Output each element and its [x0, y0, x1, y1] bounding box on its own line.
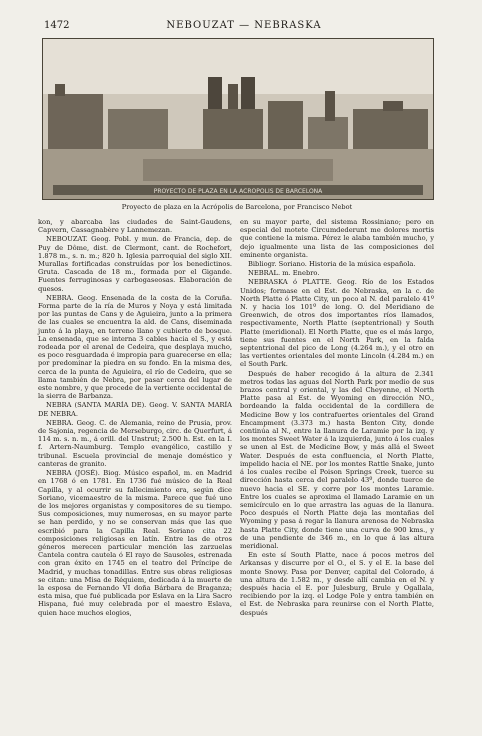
photo-inscription: PROYECTO DE PLAZA EN LA ACROPOLIS DE BARCELONA — [153, 188, 323, 195]
running-title: NEBOUZAT — NEBRASKA — [166, 20, 322, 31]
left-column — [38, 218, 232, 618]
entry-nebouzat: NEBOUZAT. Geog. Pobl. y mun. de Francia, dep. de Puy de Dôme, dist. de Clermont, cant. de Rochefort, 1.878 m., s. n. m.; 820 h. Iglesia parroquial del siglo XII. Murallas fortificadas construídas por los benedictinos. Gruta. Cascada de 18 m., formada por el Gigande. Fuentes ferruginosas y carbogaseosas. Elaboración de quesos. — [38, 235, 232, 293]
page-header — [44, 20, 444, 34]
bibliography: Bibliogr. Soriano. Historia de la música española. — [248, 260, 416, 269]
photo-caption: Proyecto de plaza en la Acrópolis de Barcelona, por Francisco Nebot — [121, 203, 353, 211]
plaza-illustration — [43, 39, 433, 199]
entry-nebra-jose: NEBRA (JOSÉ). Biog. Músico español, m. en Madrid en 1768 ó en 1781. En 1736 fué músico de la Real Capilla, y al ocurrir su fallecimiento era, según dice Soriano, vicemaestro de la misma. Parece que fué uno de los mejores organistas y compositores de su tiempo. Sus composiciones, muy numerosas, en su mayor parte se han perdido, y no se conservan más que las que escribió para la Capilla Real. Soriano cita 22 composiciones religiosas en latín. Entre las de otros géneros merecen particular mención las zarzuelas Cantela contra cautela ó El rayo de Sausoles, estrenada con gran éxito en 1745 en el teatro del Príncipe de Madrid, y muchas tonadillas. Entre sus obras religiosas se citan: una Misa de Réquiem, dedicada á la muerte de la esposa de Fernando VI doña Bárbara de Braganza; esta misa, que fué publicada por Eslava en la Lira Sacro Hispana, fué muy celebrada por el maestro Eslava, quien hace muchos elogios, — [38, 469, 232, 617]
paragraph: en su mayor parte, del sistema Rossiniano; pero en especial del motete Circumdederunt me dolores mortis que contiene la misma. Pérez le alaba también mucho, y dejo igualmente una lista de las composiciones del eminente organista. — [240, 218, 434, 259]
entry-nebra-santa-maria: NEBRA (SANTA MARÍA DE). Geog. V. SANTA MARÍA DE NEBRA. — [38, 401, 232, 418]
entry-nebra-coruna: NEBRA. Geog. Ensenada de la costa de la Coruña. Forma parte de la ría de Muros y Noya y está limitada por las puntas de Cans y de Aguieira, junto a la primera de las cuales se encuentra la ald. de Cans, diseminada junto á la playa, en terreno llano y cubierto de bosque. La ensenada, que se interna 3 cables hacia el S., y está rodeada por el arenal de Cedeira, que desplaya mucho, es poco resguardada é impropia para guarecerse en ella; por predominar la piedra en su fondo. En la misma des, cerca de la punta de Aguieira, el río de Cedeira, que se llama también de Nebra, por pasar cerca del lugar de este nombre, y que procede de la vertiente occidental de la sierra de Barbanza. — [38, 293, 232, 401]
right-column — [240, 218, 434, 618]
paragraph: kon, y abarcaba las ciudades de Saint-Gaudens, Capvern, Cassagnabère y Lannemezan. — [38, 218, 232, 235]
page-number: 1472 — [44, 20, 70, 31]
paragraph: En este sí South Platte, nace á pocos metros del Arkansas y discurre por el O., el S. y el E. la base del monte Snowy. Pasa por Denver, capital del Colorado, á una altura de 1.582 m., y desde allí cambia en el N. y después hacia el E. por Julesburg, Brule y Ogallala, recibiendo por la izq. el Lodge Pole y entra también en el Est. de Nebraska para reunirse con el North Platte, después — [240, 551, 434, 617]
entry-nebra-germany: NEBRA. Geog. C. de Alemania, reino de Prusia, prov. de Sajonia, regencia de Merseburgo, circ. de Querfurt, á 114 m. s. n. m., á orill. del Unstrut; 2.500 h. Est. en la I. f. Artern-Naumburg. Templo evangélico, castillo y tribunal. Escuela provincial de menaje doméstico y canteras de granito. — [38, 418, 232, 468]
entry-nebraska: NEBRASKA ó PLATTE. Geog. Río de los Estados Unidos; formase en el Est. de Nebraska, en la c. de North Platte ó Platte City, un poco al N. del paralelo 41º N. y hacia los 101º de long. O. del Meridiano de Greenwich, de otros dos importantes ríos llamados, respectivamente, North Platte (septentrional) y South Platte (meridional). El North Platte, que es el más largo, tiene sus fuentes en el North Park, en la falda septentrional del pico de Long (4.264 m.), y el otro en las vertientes orientales del monte Lincoln (4.284 m.) en el South Park. — [240, 278, 434, 369]
plaza-photograph — [42, 38, 434, 200]
paragraph: Después de haber recogido á la altura de 2.341 metros todas las aguas del North Park por medio de sus brazos central y oriental, y las del Cheyenne, el North Platte pasa al Est. de Wyoming en dirección NO., bordeando la falda occidental de la cordillera de Medicine Bow y los contrafuertes orientales del Grand Encampment (3.373 m.) hasta Benton City, donde continúa al N., entre la llanura de Laramie por la izq. y los montes Sweet Water á la izquierda, junto á los cuales se unen al Est. de Medicine Bow, y más allá el Sweet Water. Después de esta confluencia, el North Platte, impelido hacia el NE. por los montes Rattle Snake, junto á los cuales recibe el Poison Springs Creek, tuerce su dirección hasta cerca del paralelo 43º, donde tuerce de nuevo hacia el SE. y corre por los montes Laramie. Entre los cuales se aproxima el llamado Laramie en un semicírculo en lo que arrastra las aguas de la llanura. Poco después el North Platte deja las montañas del Wyoming y pasa á regar la llanura arenosa de Nebraska hasta Platte City, donde tiene una curva de 900 kms., y de una pendiente de 346 m., en lo que á las altura meridional. — [240, 369, 434, 550]
entry-nebral: NEBRAL. m. Enebro. — [248, 269, 320, 278]
